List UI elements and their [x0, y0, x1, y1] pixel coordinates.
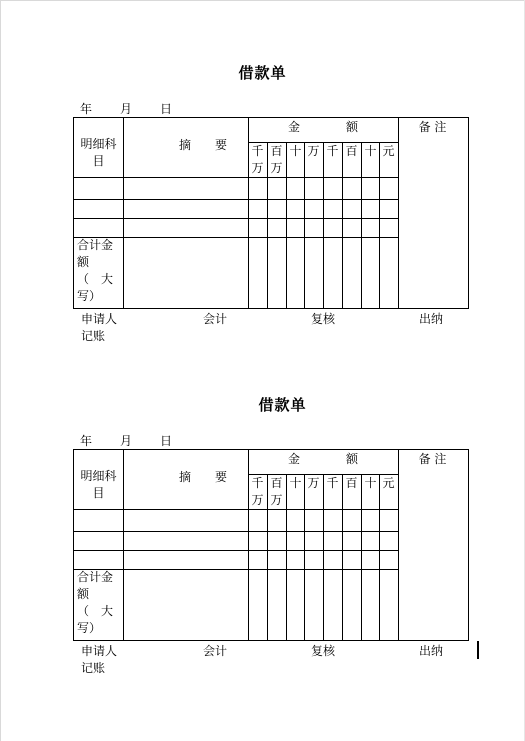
applicant-label: 申请人	[81, 312, 118, 326]
total-label-line: 写）	[77, 621, 102, 635]
digit-header-char: 十	[289, 144, 302, 158]
row-divider	[74, 218, 398, 219]
date-month-label: 月	[120, 102, 133, 116]
digit-header-char: 千	[326, 144, 339, 158]
digit-header-cell	[248, 475, 267, 509]
digit-header-cell	[379, 475, 398, 492]
digit-header-char: 万	[270, 161, 283, 175]
row-divider	[74, 550, 398, 551]
digit-header-cell	[304, 475, 323, 492]
digit-header-cell	[286, 475, 305, 492]
digit-header-cell	[248, 143, 267, 177]
accounting-label: 会计	[203, 312, 228, 326]
detail-subject-line1: 明细科	[80, 469, 117, 483]
total-amount-label	[77, 237, 121, 305]
digit-header-char: 元	[382, 144, 395, 158]
col-divider	[398, 450, 399, 640]
digit-header-char: 百	[270, 144, 283, 158]
row-divider	[74, 569, 398, 570]
detail-subject-line1: 明细科	[80, 137, 117, 151]
digit-divider	[304, 474, 305, 640]
detail-subject-line2: 目	[92, 154, 105, 168]
digit-header-char: 万	[251, 493, 264, 507]
remarks-header: 备 注	[418, 452, 447, 466]
detail-subject-header	[74, 468, 123, 502]
digit-divider	[304, 142, 305, 308]
digit-divider	[342, 142, 343, 308]
digit-header-cell	[323, 143, 342, 160]
col-divider	[123, 450, 124, 640]
review-label: 复核	[311, 312, 336, 326]
digit-divider	[323, 142, 324, 308]
loan-form-table	[73, 449, 469, 641]
digit-divider	[286, 474, 287, 640]
digit-divider	[342, 474, 343, 640]
digit-divider	[323, 474, 324, 640]
digit-header-char: 百	[270, 476, 283, 490]
amount-header-right: 额	[346, 452, 359, 466]
digit-header-char: 元	[382, 476, 395, 490]
remarks-header: 备 注	[418, 120, 447, 134]
digit-header-char: 千	[251, 476, 264, 490]
cashier-label: 出纳	[419, 644, 444, 658]
col-divider	[123, 118, 124, 308]
digit-header-cell	[323, 475, 342, 492]
amount-header-left: 金	[288, 452, 301, 466]
total-label-line: 合计金	[77, 570, 114, 584]
applicant-label: 申请人	[81, 644, 118, 658]
date-day-label: 日	[160, 434, 173, 448]
digit-header-cell	[267, 475, 286, 509]
digit-header-char: 万	[270, 493, 283, 507]
loan-form-2	[0, 332, 525, 675]
loan-form-table	[73, 117, 469, 309]
digit-divider	[361, 474, 362, 640]
digit-divider	[379, 142, 380, 308]
date-year-label: 年	[80, 102, 93, 116]
bookkeeping-label: 记账	[81, 661, 106, 675]
digit-header-cell	[379, 143, 398, 160]
row-divider	[74, 509, 398, 510]
digit-header-cell	[361, 475, 380, 492]
digit-header-char: 千	[251, 144, 264, 158]
digit-header-char: 十	[364, 476, 377, 490]
loan-form-1	[0, 0, 525, 343]
date-year-label: 年	[80, 434, 93, 448]
row-divider	[74, 177, 398, 178]
cashier-label: 出纳	[419, 312, 444, 326]
date-line	[80, 100, 200, 116]
detail-subject-line2: 目	[92, 486, 105, 500]
col-divider	[398, 118, 399, 308]
total-label-line: 额	[77, 255, 90, 269]
digit-divider	[286, 142, 287, 308]
bookkeeping-label: 记账	[81, 329, 106, 343]
digit-header-cell	[342, 143, 361, 160]
digit-header-char: 百	[345, 476, 358, 490]
form-title: 借款单	[258, 396, 307, 414]
signature-footer	[0, 642, 525, 676]
total-label-line: （ 大	[77, 604, 114, 618]
amount-header-left: 金	[288, 120, 301, 134]
detail-subject-header	[74, 136, 123, 170]
text-cursor	[477, 641, 479, 659]
digit-header-char: 十	[364, 144, 377, 158]
digit-header-cell	[304, 143, 323, 160]
date-month-label: 月	[120, 434, 133, 448]
digit-header-cell	[361, 143, 380, 160]
amount-header-right: 额	[346, 120, 359, 134]
digit-header-cell	[286, 143, 305, 160]
date-line	[80, 432, 200, 448]
review-label: 复核	[311, 644, 336, 658]
total-label-line: 合计金	[77, 238, 114, 252]
form-title: 借款单	[238, 64, 287, 82]
digit-header-char: 万	[251, 161, 264, 175]
row-divider	[74, 531, 398, 532]
summary-header: 摘 要	[178, 138, 227, 152]
total-label-line: 写）	[77, 289, 102, 303]
digit-header-cell	[342, 475, 361, 492]
total-label-line: （ 大	[77, 272, 114, 286]
date-day-label: 日	[160, 102, 173, 116]
total-amount-label	[77, 569, 121, 637]
row-divider	[74, 237, 398, 238]
digit-header-char: 万	[307, 476, 320, 490]
accounting-label: 会计	[203, 644, 228, 658]
digit-header-char: 百	[345, 144, 358, 158]
total-label-line: 额	[77, 587, 90, 601]
row-divider	[74, 199, 398, 200]
digit-divider	[379, 474, 380, 640]
digit-divider	[361, 142, 362, 308]
digit-header-char: 十	[289, 476, 302, 490]
digit-header-cell	[267, 143, 286, 177]
digit-header-char: 万	[307, 144, 320, 158]
digit-header-char: 千	[326, 476, 339, 490]
summary-header: 摘 要	[178, 470, 227, 484]
